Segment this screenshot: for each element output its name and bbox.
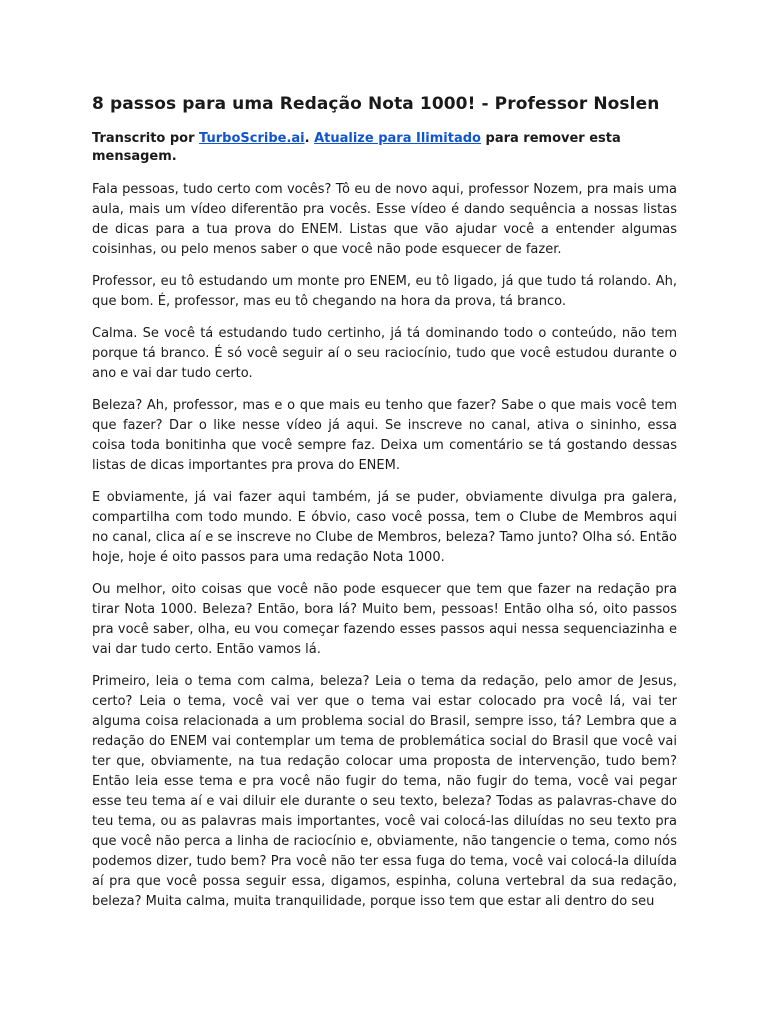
credit-separator: . — [304, 131, 315, 146]
paragraph: Ou melhor, oito coisas que você não pode esquecer que tem que fazer na redação pra tirar Nota 1000. Beleza? Então, bora lá? Muito bem, pessoas! Então olha só, oito passos pra você saber, olha, eu vou começar fazendo esses passos aqui nessa sequenciazinha e vai dar tudo certo. Então vamos lá. — [92, 582, 677, 657]
document-page — [92, 92, 677, 924]
paragraph: Professor, eu tô estudando um monte pro ENEM, eu tô ligado, já que tudo tá rolando. Ah, que bom. É, professor, mas eu tô chegando na hora da prova, tá branco. — [92, 274, 677, 309]
paragraph: Primeiro, leia o tema com calma, beleza? Leia o tema da redação, pelo amor de Jesus, certo? Leia o tema, você vai ver que o tema vai estar colocado pra você lá, vai ter alguma coisa relacionada a um problema social do Brasil, sempre isso, tá? Lembra que a redação do ENEM vai contemplar um tema de problemática social do Brasil que você vai ter que, obviamente, na tua redação colocar uma proposta de intervenção, tudo bem? Então leia esse tema e pra você não fugir do tema, não fugir do tema, você vai pegar esse teu tema aí e vai diluir ele durante o seu texto, beleza? Todas as palavras-chave do teu tema, ou as palavras mais importantes, você vai colocá-las diluídas no seu texto pra que você não perca a linha de raciocínio e, obviamente, não tangencie o tema, como nós podemos dizer, tudo bem? Pra você não ter essa fuga do tema, você vai colocá-la diluída aí pra que você possa seguir essa, digamos, espinha, coluna vertebral da sua redação, beleza? Muita calma, muita tranquilidade, porque isso tem que estar ali dentro do seu — [92, 674, 677, 909]
paragraph: E obviamente, já vai fazer aqui também, já se puder, obviamente divulga pra galera, compartilha com todo mundo. E óbvio, caso você possa, tem o Clube de Membros aqui no canal, clica aí e se inscreve no Clube de Membros, beleza? Tamo junto? Olha só. Então hoje, hoje é oito passos para uma redação Nota 1000. — [92, 490, 677, 565]
paragraph: Fala pessoas, tudo certo com vocês? Tô eu de novo aqui, professor Nozem, pra mais uma aula, mais um vídeo diferentão pra vocês. Esse vídeo é dando sequência a nossas listas de dicas para a tua prova do ENEM. Listas que vão ajudar você a entender algumas coisinhas, ou pelo menos saber o que você não pode esquecer de fazer. — [92, 182, 677, 257]
transcription-credit — [92, 130, 677, 166]
upgrade-unlimited-link[interactable]: Atualize para Ilimitado — [314, 131, 481, 146]
paragraph: Calma. Se você tá estudando tudo certinho, já tá dominando todo o conteúdo, não tem porque tá branco. É só você seguir aí o seu raciocínio, tudo que você estudou durante o ano e vai dar tudo certo. — [92, 326, 677, 381]
credit-suffix: para remover esta mensagem. — [92, 131, 621, 164]
paragraph: Beleza? Ah, professor, mas e o que mais eu tenho que fazer? Sabe o que mais você tem que fazer? Dar o like nesse vídeo já aqui. Se inscreve no canal, ativa o sininho, essa coisa toda bonitinha que você sempre faz. Deixa um comentário se tá gostando dessas listas de dicas importantes pra prova do ENEM. — [92, 398, 677, 473]
credit-prefix: Transcrito por — [92, 131, 200, 146]
turboscribe-link[interactable]: TurboScribe.ai — [199, 131, 305, 146]
document-title: 8 passos para uma Redação Nota 1000! - Professor Noslen — [92, 94, 660, 114]
